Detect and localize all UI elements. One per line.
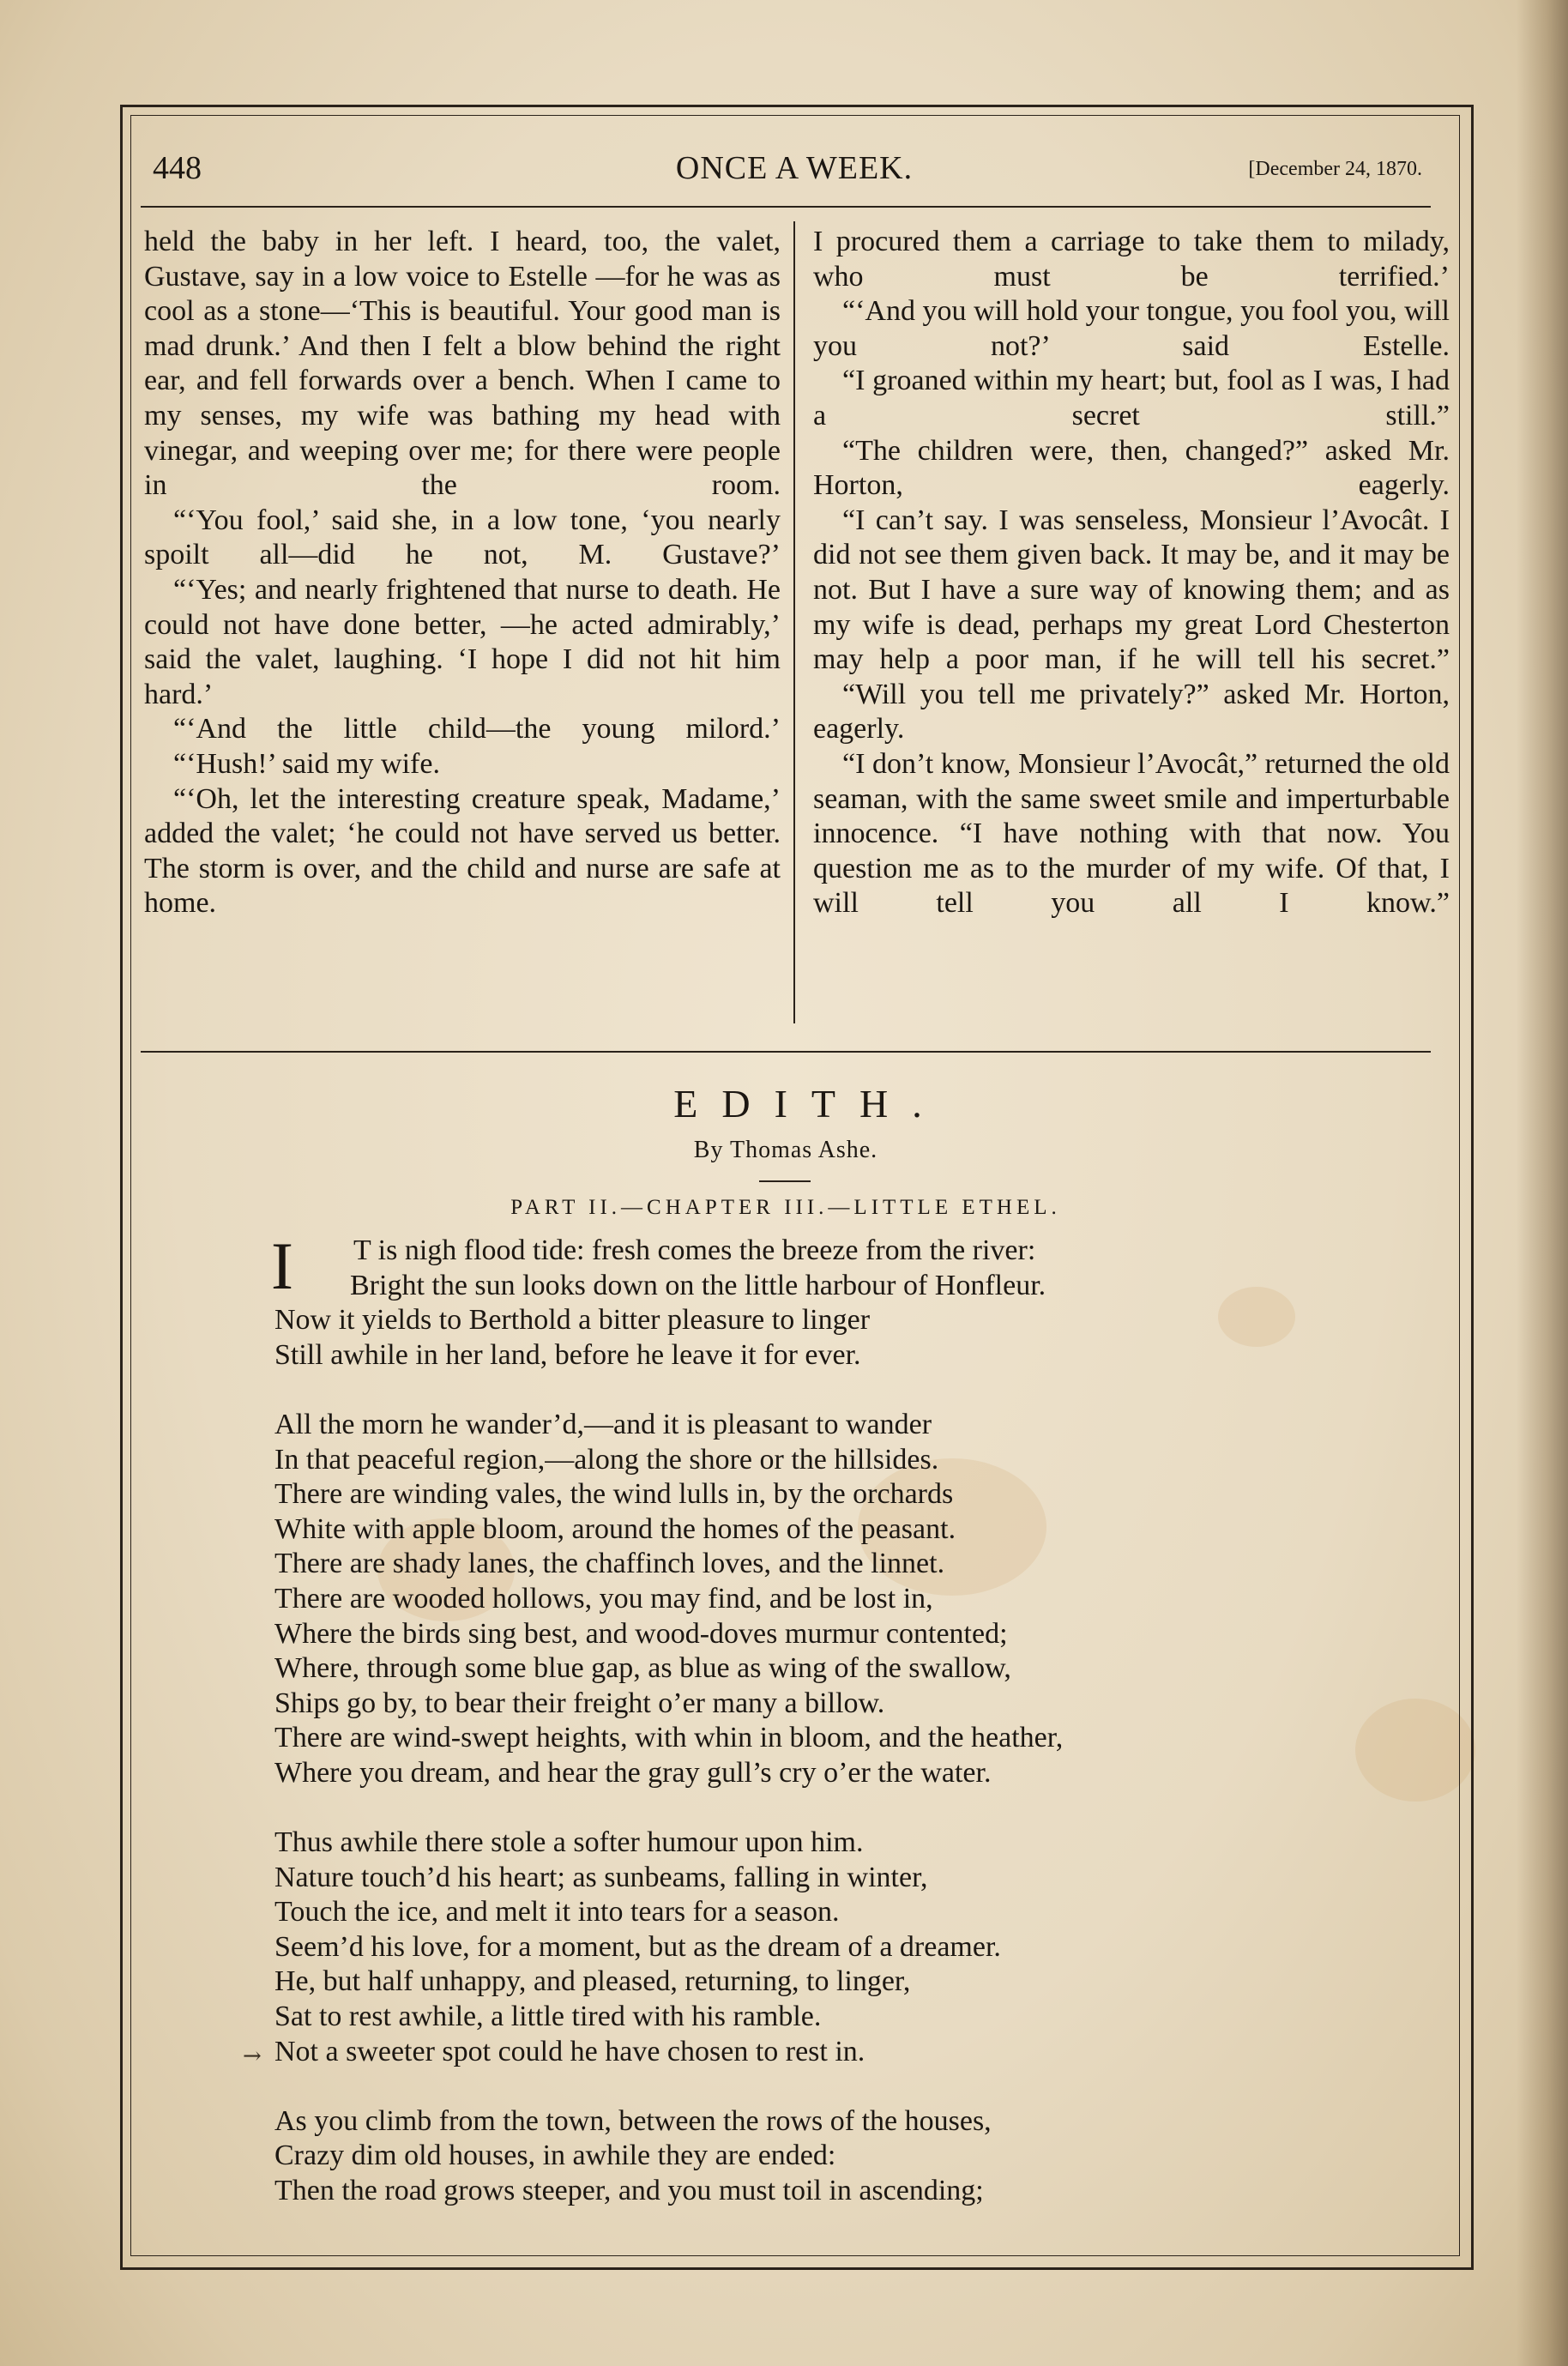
stanza — [274, 1408, 1390, 1791]
poem-line: White with apple bloom, around the homes of the peasant. — [274, 1512, 956, 1545]
issue-date: [December 24, 1870. — [1248, 158, 1422, 180]
paragraph: “The children were, then, changed?” asked Mr. Horton, eagerly. — [813, 434, 1450, 502]
poem-line: Ships go by, to bear their freight o’er many a billow. — [274, 1687, 885, 1719]
poem-line: There are wind-swept heights, with whin in bloom, and the heather, — [274, 1722, 1064, 1754]
poem-line: Touch the ice, and melt it into tears for a season. — [274, 1896, 840, 1928]
poem-line: Where you dream, and hear the gray gull’s cry o’er the water. — [274, 1756, 992, 1789]
left-column — [144, 225, 781, 921]
paragraph: held the baby in her left. I heard, too, the valet, Gustave, say in a low voice to Estelle —for he was as cool as a stone—‘This is beautiful. Your good man is mad drunk.’ And then I felt a blow behind the right ear, and fell forwards over a bench. When I came to my senses, my wife was bathing my head with vinegar, and weeping over me; for there were people in the room. — [144, 226, 781, 502]
paragraph: “‘You fool,’ said she, in a low tone, ‘you nearly spoilt all—did he not, M. Gustave?’ — [144, 504, 781, 571]
poem-line: Bright the sun looks down on the little harbour of Honfleur. — [350, 1269, 1046, 1301]
paragraph: “I don’t know, Monsieur l’Avocât,” returned the old seaman, with the same sweet smile and imperturbable innocence. “I have nothing with that now. You question me as to the murder of my wife. Of that, I will tell you all I know.” — [813, 747, 1450, 920]
poem-line: Not a sweeter spot could he have chosen to rest in. — [274, 2035, 865, 2067]
poem-line: Then the road grows steeper, and you must toil in ascending; — [274, 2175, 984, 2207]
paragraph: “‘And the little child—the young milord.’ — [173, 713, 781, 745]
poem-line: Where, through some blue gap, as blue as wing of the swallow, — [274, 1652, 1011, 1685]
paragraph: “‘And you will hold your tongue, you fool you, will you not?’ said Estelle. — [813, 295, 1450, 362]
column-divider — [793, 221, 795, 1023]
poem-line: As you climb from the town, between the rows of the houses, — [274, 2104, 992, 2137]
poem-line: Where the birds sing best, and wood-doves murmur contented; — [274, 1617, 1008, 1650]
drop-cap: I — [271, 1228, 293, 1303]
byline: By Thomas Ashe. — [693, 1137, 878, 1163]
book-spine-shadow — [1517, 0, 1568, 2366]
stanza — [271, 1228, 1390, 1373]
running-header — [151, 148, 1438, 199]
poem-line: Thus awhile there stole a softer humour upon him. — [274, 1826, 864, 1859]
paragraph: “Will you tell me privately?” asked Mr. Horton, eagerly. — [813, 678, 1450, 745]
byline-rule — [759, 1180, 811, 1182]
paragraph: “I groaned within my heart; but, fool as I was, I had a secret still.” — [813, 365, 1450, 432]
stanza-lines — [274, 1303, 1390, 1373]
paragraph: “‘Hush!’ said my wife. — [173, 747, 440, 780]
poem-line: Crazy dim old houses, in awhile they are ended: — [274, 2140, 836, 2172]
right-column — [813, 225, 1450, 921]
poem-line: All the morn he wander’d,—and it is pleasant to wander — [274, 1408, 932, 1440]
poem-line: In that peaceful region,—along the shore or the hillsides. — [274, 1443, 939, 1476]
stanza — [274, 2104, 1390, 2209]
poem-line: Seem’d his love, for a moment, but as the dream of a dreamer. — [274, 1930, 1001, 1963]
poem-line: There are wooded hollows, you may find, and be lost in, — [274, 1582, 933, 1615]
paragraph: “‘Yes; and nearly frightened that nurse to death. He could not have done better, —he acted admirably,’ said the valet, laughing. ‘I hope I did not hit him hard.’ — [144, 573, 781, 710]
poem-line: Still awhile in her land, before he leave it for ever. — [274, 1338, 861, 1371]
part-heading: PART II.—CHAPTER III.—LITTLE ETHEL. — [510, 1196, 1061, 1219]
poem-line: Now it yields to Berthold a bitter pleasure to linger — [274, 1304, 871, 1337]
poem-line: Nature touch’d his heart; as sunbeams, falling in winter, — [274, 1861, 928, 1893]
page-number: 448 — [153, 150, 202, 186]
poem-line: There are winding vales, the wind lulls in, by the orchards — [274, 1478, 954, 1511]
paragraph: “‘Oh, let the interesting creature speak, Madame,’ added the valet; ‘he could not have served us better. The storm is over, and the child and nurse are safe at home. — [144, 782, 781, 920]
header-rule — [141, 206, 1431, 208]
poem-line-text: T is nigh flood tide: fresh comes the breeze from the river: — [353, 1234, 1036, 1266]
paragraph: I procured them a carriage to take them to milady, who must be terrified.’ — [813, 226, 1450, 293]
stanza — [274, 1826, 1390, 2069]
marginal-arrow-mark: → — [243, 2043, 262, 2069]
poem-line: There are shady lanes, the chaffinch loves, and the linnet. — [274, 1548, 945, 1580]
poem-body — [271, 1228, 1390, 2243]
poem-line: He, but half unhappy, and pleased, returning, to linger, — [274, 1965, 911, 1998]
poem-title: EDITH. — [673, 1082, 946, 1126]
paragraph: “I can’t say. I was senseless, Monsieur l’Avocât. I did not see them given back. It may be, and it may be not. But I have a sure way of knowing them; and as my wife is dead, perhaps my great Lord Chesterton may help a poor man, if he will tell his secret.” — [813, 504, 1450, 676]
magazine-title: ONCE A WEEK. — [675, 150, 914, 186]
poem-line: Sat to rest awhile, a little tired with his ramble. — [274, 2001, 822, 2033]
section-rule — [141, 1051, 1431, 1053]
